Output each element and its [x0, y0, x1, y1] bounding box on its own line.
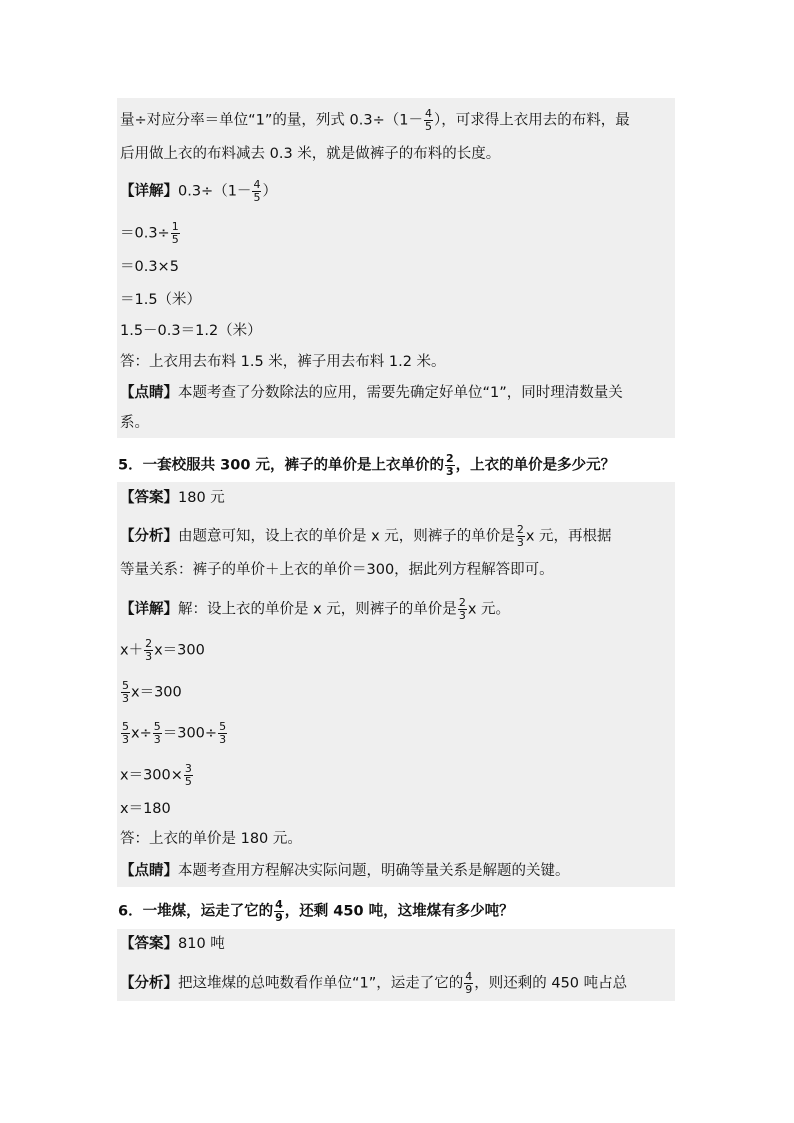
fraction: $\frac{4}{9}$ [465, 970, 473, 996]
fraction: $\frac{2}{3}$ [145, 637, 153, 663]
analysis-line-2: 后用做上衣的布料减去 0.3 米，就是做裤子的布料的长度。 [120, 146, 501, 162]
fraction: $\frac{1}{5}$ [171, 220, 179, 246]
analysis-line-1: 【分析】由题意可知，设上衣的单价是 x 元，则裤子的单价是 $\frac{2}{3}$ x 元，再根据 [120, 523, 612, 549]
fraction: $\frac{4}{5}$ [253, 178, 261, 204]
equation-5: x＝180 [120, 801, 171, 817]
analysis-line-2: 等量关系：裤子的单价＋上衣的单价＝300，据此列方程解答即可。 [120, 562, 554, 578]
note-line-2: 系。 [120, 415, 149, 431]
detail-tag: 【详解】 [120, 601, 178, 618]
step-4: 1.5－0.3＝1.2（米） [120, 323, 262, 339]
answer-statement: 答：上衣的单价是 180 元。 [120, 831, 302, 847]
equation-3: $\frac{5}{3}$ x÷ $\frac{5}{3}$ ＝300÷ $\frac{5}{3}$ [122, 720, 227, 746]
step-1: ＝0.3÷ $\frac{1}{5}$ [120, 220, 179, 246]
answer-tag: 【答案】 [120, 490, 178, 506]
fraction: $\frac{2}{3}$ [516, 523, 524, 549]
equation-1: x＋ $\frac{2}{3}$ x＝300 [120, 637, 205, 663]
fraction: $\frac{4}{5}$ [424, 107, 432, 133]
analysis-tag: 【分析】 [120, 528, 178, 545]
note-tag: 【点睛】 [120, 863, 178, 879]
detail-line: 【详解】0.3÷（1－ $\frac{4}{5}$ ） [120, 178, 277, 204]
fraction: $\frac{5}{3}$ [219, 720, 227, 746]
detail-line: 【详解】解：设上衣的单价是 x 元，则裤子的单价是 $\frac{2}{3}$ x 元。 [120, 596, 511, 622]
answer-line: 答：上衣用去布料 1.5 米，裤子用去布料 1.2 米。 [120, 354, 446, 370]
answer-line: 【答案】180 元 [120, 490, 225, 506]
fraction: $\frac{5}{3}$ [153, 720, 161, 746]
fraction: $\frac{2}{3}$ [445, 452, 454, 478]
fraction: $\frac{4}{9}$ [275, 898, 283, 924]
equation-4: x＝300× $\frac{3}{5}$ [120, 762, 192, 788]
fraction: $\frac{5}{3}$ [122, 679, 129, 705]
equation-2: $\frac{5}{3}$ x＝300 [122, 679, 182, 705]
analysis-tag: 【分析】 [120, 975, 178, 992]
note-tag: 【点睛】 [120, 385, 178, 401]
note-line-1: 【点睛】本题考查了分数除法的应用，需要先确定好单位“1”，同时理清数量关 [120, 385, 623, 401]
note-line: 【点睛】本题考查用方程解决实际问题，明确等量关系是解题的关键。 [120, 863, 570, 879]
fraction: $\frac{2}{3}$ [458, 596, 466, 622]
step-3: ＝1.5（米） [120, 292, 202, 308]
analysis-line-1: 量÷对应分率＝单位“1”的量，列式 0.3÷（1－ $\frac{4}{5}$ ），可求得上衣用去的布料，最 [120, 107, 630, 133]
detail-tag: 【详解】 [120, 183, 178, 200]
question-5: 5．一套校服共 300 元，裤子的单价是上衣单价的 $\frac{2}{3}$ ，上衣的单价是多少元？ [118, 452, 616, 478]
fraction: $\frac{5}{3}$ [122, 720, 129, 746]
answer-tag: 【答案】 [120, 936, 178, 952]
answer-line: 【答案】810 吨 [120, 936, 225, 952]
analysis-line-1: 【分析】把这堆煤的总吨数看作单位“1”，运走了它的 $\frac{4}{9}$ ，则还剩的 450 吨占总 [120, 970, 628, 996]
fraction: $\frac{3}{5}$ [184, 762, 192, 788]
step-2: ＝0.3×5 [120, 259, 179, 275]
question-6: 6．一堆煤，运走了它的 $\frac{4}{9}$ ，还剩 450 吨，这堆煤有多少吨？ [118, 898, 514, 924]
